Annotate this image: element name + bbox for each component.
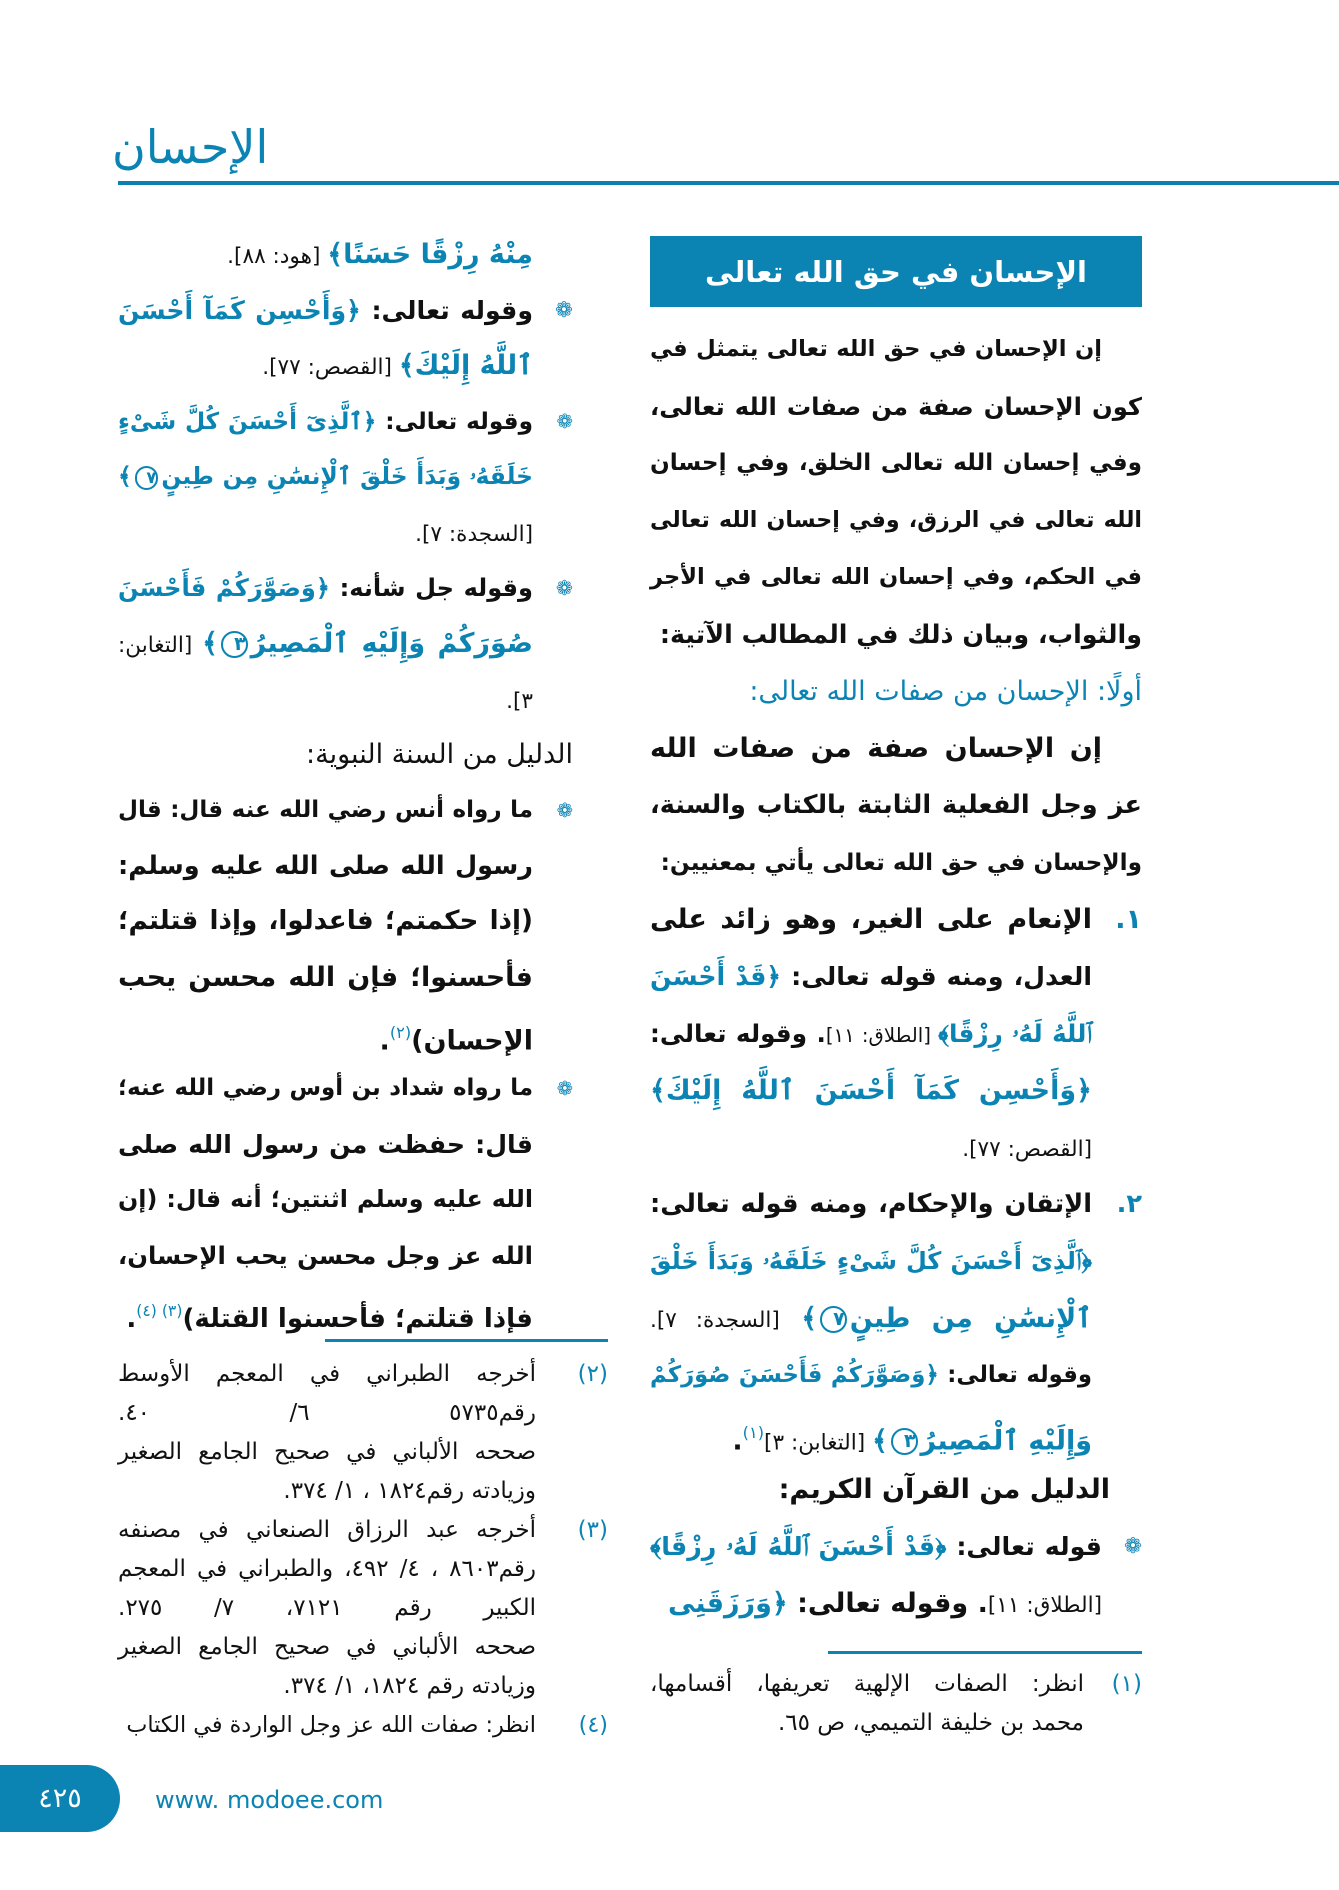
text-run: انظر: الصفات الإلهية تعريفها، أقسامها، <box>650 1671 1084 1697</box>
quran-verse: ﴿وَأَحْسِن كَمَآ أَحْسَنَ ٱللَّهُ إِلَيْكَ﴾ <box>650 1075 1092 1106</box>
text-run: الله عليه وسلم اثنتين؛ أنه قال: (إن <box>118 1185 533 1214</box>
verse-citation: [السجدة: ٧]. <box>650 1308 780 1333</box>
footnote-divider <box>828 1651 1142 1654</box>
text-run: فإذا قتلتم؛ فأحسنوا القتلة) <box>182 1304 533 1335</box>
subheading: الدليل من القرآن الكريم: <box>778 1474 1110 1505</box>
text-run: وفي إحسان الله تعالى الخلق، وفي إحسان <box>650 450 1142 476</box>
flower-ornament-icon: ❁ <box>555 297 573 323</box>
footnote-reference[interactable]: (١) <box>742 1423 765 1442</box>
verse-citation: [الطلاق: ١١] <box>825 1024 939 1047</box>
text-line <box>650 777 1142 834</box>
text-run: وزيادته رقم ١٨٢٤، ١/ ٣٧٤. <box>283 1673 536 1699</box>
item-number: (٢) <box>577 1361 608 1387</box>
flower-ornament-icon: ❁ <box>556 409 573 433</box>
footnote-reference[interactable]: (٢) <box>389 1023 412 1043</box>
text-line <box>650 948 1142 1005</box>
text-run: والثواب، وبيان ذلك في المطالب الآتية: <box>659 619 1142 649</box>
text-line <box>118 449 573 505</box>
text-run: أخرجه الطبراني في المعجم الأوسط <box>118 1361 536 1387</box>
quran-verse: ﴾ <box>779 1303 818 1334</box>
section-heading: الإحسان في حق الله تعالى <box>650 236 1142 307</box>
subheading: أولًا: الإحسان من صفات الله تعالى: <box>749 676 1142 707</box>
text-run: (إذا حكمتم؛ فاعدلوا، وإذا قتلتم؛ <box>118 906 533 937</box>
quran-verse: ٱللَّهُ لَهُۥ رِزْقًا﴾ <box>938 1019 1092 1048</box>
text-run: . وقوله تعالى: <box>787 1588 988 1619</box>
text-run: صححه الألباني في صحيح الجامع الصغير <box>118 1634 536 1660</box>
text-line <box>650 1347 1142 1404</box>
text-line <box>650 720 1142 777</box>
text-line <box>650 1233 1142 1290</box>
text-run: . <box>732 1425 743 1457</box>
quran-verse: ﴿وَصَوَّرَكُمْ فَأَحْسَنَ صُوَرَكُمْ <box>650 1362 939 1388</box>
footnote-divider <box>325 1339 608 1342</box>
verse-citation: [التغابن: ٣] <box>764 1430 873 1456</box>
footnote-reference[interactable]: (٤) <box>136 1301 162 1321</box>
text-line <box>118 616 573 672</box>
text-line <box>650 1062 1142 1119</box>
text-run: الله عز وجل محسن يحب الإحسان، <box>118 1240 533 1270</box>
text-line <box>118 1394 608 1433</box>
header-divider <box>118 181 1339 185</box>
text-line <box>118 894 573 950</box>
text-run: الإنعام على الغير، وهو زائد على <box>650 904 1092 935</box>
text-run: . <box>126 1304 137 1335</box>
flower-ornament-icon: ❁ <box>555 575 573 600</box>
text-run: وقوله جل شأنه: <box>330 573 534 602</box>
item-number: (٤) <box>578 1712 608 1738</box>
verse-citation: [الطلاق: ١١] <box>987 1593 1102 1618</box>
verse-citation: [التغابن: <box>118 633 203 659</box>
text-run: ما رواه شداد بن أوس رضي الله عنه؛ <box>118 1074 533 1101</box>
text-line <box>650 1575 1142 1632</box>
text-line <box>118 1667 608 1706</box>
text-line <box>650 1005 1142 1062</box>
text-run: صححه الألباني في صحيح الجامع الصغير <box>118 1439 536 1465</box>
text-line <box>650 1176 1142 1233</box>
verse-citation: [القصص: ٧٧]. <box>962 1137 1092 1162</box>
right-column-body <box>650 321 1142 1632</box>
text-run: الإتقان والإحكام، ومنه قوله تعالى: <box>650 1189 1092 1219</box>
text-line <box>118 1706 608 1745</box>
text-line <box>118 1628 608 1667</box>
text-run: كون الإحسان صفة من صفات الله تعالى، <box>650 392 1142 421</box>
text-line <box>118 1117 573 1173</box>
text-line <box>650 1290 1142 1347</box>
verse-citation: ٣]. <box>506 688 533 714</box>
text-line <box>118 1511 608 1550</box>
text-run: وقوله تعالى: <box>360 295 533 325</box>
quran-verse: ﴿وَأَحْسِن كَمَآ أَحْسَنَ <box>118 295 361 325</box>
quran-verse: ﴾ <box>202 628 218 660</box>
text-run: . وقوله تعالى: <box>650 1019 826 1048</box>
text-line <box>118 1061 573 1117</box>
text-run: وزيادته رقم١٨٢٤ ، ١/ ٣٧٤. <box>283 1478 536 1504</box>
quran-verse: ﴿قَدْ أَحْسَنَ ٱللَّهُ لَهُۥ رِزْقًا﴾ <box>650 1532 947 1561</box>
text-run: وقوله تعالى: <box>376 407 533 435</box>
text-run: الله تعالى في الرزق، وفي إحسان الله تعالى <box>650 507 1142 533</box>
text-line <box>650 834 1142 891</box>
running-header-title: الإحسان <box>112 120 269 174</box>
item-number: (٣) <box>577 1517 608 1543</box>
text-line <box>118 394 573 450</box>
text-line <box>118 839 573 895</box>
text-line <box>118 561 573 617</box>
text-run: إن الإحسان في حق الله تعالى يتمثل في <box>650 336 1102 362</box>
text-line <box>118 783 573 839</box>
text-line <box>118 1283 573 1339</box>
text-line <box>118 1472 608 1511</box>
quran-verse: ٱلْإِنسَٰنِ مِن طِينٍ <box>849 1303 1092 1334</box>
text-run: وقوله تعالى: <box>938 1362 1092 1388</box>
text-run: رسول الله صلى الله عليه وسلم: <box>118 850 533 881</box>
text-line <box>118 227 573 283</box>
text-line <box>650 1404 1142 1461</box>
quran-verse: ﴿ٱلَّذِىٓ أَحْسَنَ كُلَّ شَىْءٍ <box>118 407 377 435</box>
text-run: رقم٨٦٠٣ ، ٤/ ٤٩٢، والطبراني في المعجم <box>118 1556 537 1582</box>
ayah-number-icon: ٧ <box>135 466 159 490</box>
right-footnotes <box>650 1665 1142 1743</box>
ayah-number-icon: ٧ <box>820 1306 847 1333</box>
quran-verse: صُوَرَكُمْ وَإِلَيْهِ ٱلْمَصِيرُ <box>250 628 533 660</box>
text-line <box>118 1005 573 1061</box>
text-line <box>650 321 1142 378</box>
website-link[interactable]: www. modoee.com <box>155 1786 384 1814</box>
quran-verse: ٱللَّهُ إِلَيْكَ﴾ <box>398 350 533 382</box>
verse-citation: [السجدة: ٧]. <box>415 521 533 547</box>
text-run: الكبير رقم ٧١٢١، ٧/ ٢٧٥. <box>118 1595 537 1621</box>
page-number-badge: ٤٢٥ <box>0 1765 120 1832</box>
item-number: (١) <box>1111 1671 1142 1697</box>
item-number: ١. <box>1115 904 1142 935</box>
flower-ornament-icon: ❁ <box>556 798 573 822</box>
text-run: رقم٥٧٣٥ ٦/ ٤٠. <box>118 1400 537 1426</box>
text-line <box>118 1589 608 1628</box>
quran-verse: وَإِلَيْهِ ٱلْمَصِيرُ <box>920 1425 1092 1457</box>
quran-verse: ﴾ <box>118 462 132 491</box>
text-line <box>650 1704 1142 1743</box>
text-line <box>650 492 1142 549</box>
text-run: عز وجل الفعلية الثابتة بالكتاب والسنة، <box>650 790 1142 820</box>
text-line <box>118 1550 608 1589</box>
text-line <box>650 891 1142 948</box>
text-run: فأحسنوا؛ فإن الله محسن يحب <box>118 961 533 993</box>
text-line <box>650 378 1142 435</box>
text-line <box>118 1172 573 1228</box>
ayah-number-icon: ٣ <box>221 631 248 658</box>
text-run: العدل، ومنه قوله تعالى: <box>781 962 1092 991</box>
quran-verse: ﴾ <box>872 1425 888 1457</box>
text-line <box>650 1119 1142 1176</box>
verse-citation: [القصص: ٧٧]. <box>262 355 399 381</box>
text-run: محمد بن خليفة التميمي، ص ٦٥. <box>777 1710 1084 1736</box>
text-line <box>118 1433 608 1472</box>
text-run: ما رواه أنس رضي الله عنه قال: قال <box>118 796 533 823</box>
quran-verse: خَلَقَهُۥ وَبَدَأَ خَلْقَ ٱلْإِنسَٰنِ مِن طِينٍ <box>161 462 533 491</box>
quran-verse: ﴿وَصَوَّرَكُمْ فَأَحْسَنَ <box>118 573 330 602</box>
text-line <box>118 1228 573 1284</box>
left-footnotes <box>118 1355 608 1745</box>
verse-citation: [هود: ٨٨]. <box>227 244 328 269</box>
text-line <box>118 283 573 339</box>
text-run: . <box>379 1025 390 1057</box>
text-run: انظر: صفات الله عز وجل الواردة في الكتاب <box>126 1712 536 1738</box>
text-line <box>118 1355 608 1394</box>
footnote-reference[interactable]: (٣) <box>161 1301 183 1321</box>
text-line <box>650 606 1142 663</box>
text-line <box>118 338 573 394</box>
left-column-body <box>118 227 573 1339</box>
subheading: الدليل من السنة النبوية: <box>306 739 573 771</box>
text-run: والإحسان في حق الله تعالى يأتي بمعنيين: <box>660 849 1142 876</box>
quran-verse: ﴿قَدْ أَحْسَنَ <box>650 962 782 991</box>
text-run: الإحسان) <box>411 1025 533 1057</box>
text-line <box>118 505 573 561</box>
item-number: ٢. <box>1116 1189 1142 1219</box>
text-line <box>118 950 573 1006</box>
text-line <box>118 672 573 728</box>
flower-ornament-icon: ❁ <box>556 1076 573 1100</box>
text-run: إن الإحسان صفة من صفات الله <box>650 733 1102 764</box>
text-line <box>650 1665 1142 1704</box>
text-line <box>650 435 1142 492</box>
quran-verse: ﴿وَرَزَقَنِى <box>668 1588 788 1619</box>
flower-ornament-icon: ❁ <box>1124 1534 1142 1559</box>
text-run: أخرجه عبد الرزاق الصنعاني في مصنفه <box>118 1517 536 1543</box>
text-run: قوله تعالى: <box>946 1532 1102 1561</box>
quran-verse: ﴿ٱلَّذِىٓ أَحْسَنَ كُلَّ شَىْءٍ خَلَقَهُۥ وَبَدَأَ خَلْقَ <box>650 1247 1092 1275</box>
text-run: في الحكم، وفي إحسان الله تعالى في الأجر <box>650 564 1142 590</box>
quran-verse: مِنْهُ رِزْقًا حَسَنًا﴾ <box>327 239 533 270</box>
ayah-number-icon: ٣ <box>891 1428 918 1455</box>
text-run: قال: حفظت من رسول الله صلى <box>118 1129 533 1159</box>
text-line <box>650 549 1142 606</box>
text-line <box>650 1518 1142 1575</box>
